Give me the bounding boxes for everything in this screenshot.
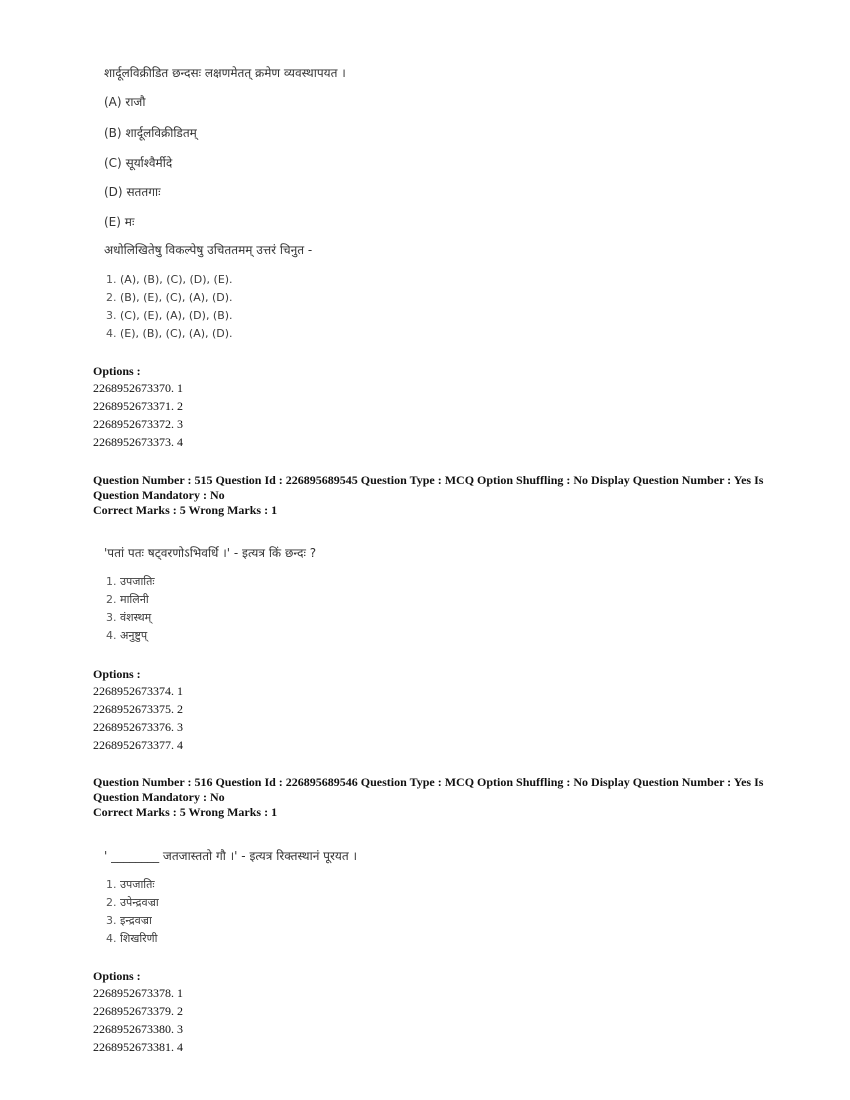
q516-choice-list	[106, 876, 159, 948]
option-item: 2268952673377. 4	[93, 738, 183, 752]
q515-meta	[93, 473, 773, 518]
choice-item: 1. उपजातिः	[106, 878, 155, 891]
choice-item: 4. शिखरिणी	[106, 932, 158, 945]
q514-item-b	[104, 124, 197, 141]
option-item: 2268952673370. 1	[93, 381, 183, 395]
q514-item-e	[104, 213, 134, 230]
item-text: शार्दूलविक्रीडितम्	[125, 126, 197, 140]
choice-item: 3. इन्द्रवज्रा	[106, 914, 152, 927]
q514-choice-list	[106, 271, 233, 343]
q515-options-label: Options :	[93, 667, 141, 681]
q515-options-list	[93, 682, 183, 754]
option-item: 2268952673375. 2	[93, 702, 183, 716]
item-tag: (D)	[104, 185, 123, 199]
option-item: 2268952673373. 4	[93, 435, 183, 449]
option-item: 2268952673374. 1	[93, 684, 183, 698]
item-text: राजौ	[125, 95, 146, 109]
item-text: सूर्याश्वैर्मीदे	[125, 156, 173, 170]
choice-item: 3. (C), (E), (A), (D), (B).	[106, 309, 233, 322]
choice-item: 2. मालिनी	[106, 593, 149, 606]
q516-options-list	[93, 984, 183, 1056]
q514-prompt: शार्दूलविक्रीडित छन्दसः लक्षणमेतत् क्रमेण व्यवस्थापयत ।	[104, 66, 346, 80]
q514-instruction: अधोलिखितेषु विकल्पेषु उचिततमम् उत्तरं चिनुत -	[104, 243, 313, 257]
item-tag: (C)	[104, 156, 122, 170]
choice-item: 1. उपजातिः	[106, 575, 155, 588]
option-item: 2268952673376. 3	[93, 720, 183, 734]
option-item: 2268952673378. 1	[93, 986, 183, 1000]
q516-options-label: Options :	[93, 969, 141, 983]
q514-item-d	[104, 183, 161, 200]
option-item: 2268952673381. 4	[93, 1040, 183, 1054]
q515-prompt: 'पतां पतः षट्वरणोऽभिवर्धि ।' - इत्यत्र किं छन्दः ?	[104, 546, 317, 560]
choice-item: 2. उपेन्द्रवज्रा	[106, 896, 159, 909]
q514-item-c	[104, 154, 172, 171]
choice-item: 4. अनुष्टुप्	[106, 629, 148, 642]
choice-item: 1. (A), (B), (C), (D), (E).	[106, 273, 233, 286]
option-item: 2268952673372. 3	[93, 417, 183, 431]
item-tag: (A)	[104, 95, 122, 109]
q515-meta-line1: Question Number : 515 Question Id : 226895689545 Question Type : MCQ Option Shuffling : No Display Question Number : Yes Is Question Mandatory : No	[93, 473, 764, 502]
q514-options-label: Options :	[93, 364, 141, 378]
choice-item: 4. (E), (B), (C), (A), (D).	[106, 327, 233, 340]
q514-item-a	[104, 93, 145, 110]
q515-choice-list	[106, 573, 155, 645]
option-item: 2268952673379. 2	[93, 1004, 183, 1018]
item-text: सततगाः	[126, 185, 161, 199]
q514-options-list	[93, 379, 183, 451]
q516-meta	[93, 775, 773, 820]
option-item: 2268952673380. 3	[93, 1022, 183, 1036]
choice-item: 3. वंशस्थम्	[106, 611, 152, 624]
item-tag: (B)	[104, 126, 122, 140]
q515-meta-line2: Correct Marks : 5 Wrong Marks : 1	[93, 503, 278, 517]
q516-meta-line1: Question Number : 516 Question Id : 226895689546 Question Type : MCQ Option Shuffling : No Display Question Number : Yes Is Question Mandatory : No	[93, 775, 764, 804]
q516-prompt: ' ________ जतजास्ततो गौ ।' - इत्यत्र रिक्तस्थानं पूरयत ।	[104, 849, 358, 863]
choice-item: 2. (B), (E), (C), (A), (D).	[106, 291, 233, 304]
q516-meta-line2: Correct Marks : 5 Wrong Marks : 1	[93, 805, 278, 819]
option-item: 2268952673371. 2	[93, 399, 183, 413]
item-text: मः	[124, 215, 135, 229]
item-tag: (E)	[104, 215, 121, 229]
